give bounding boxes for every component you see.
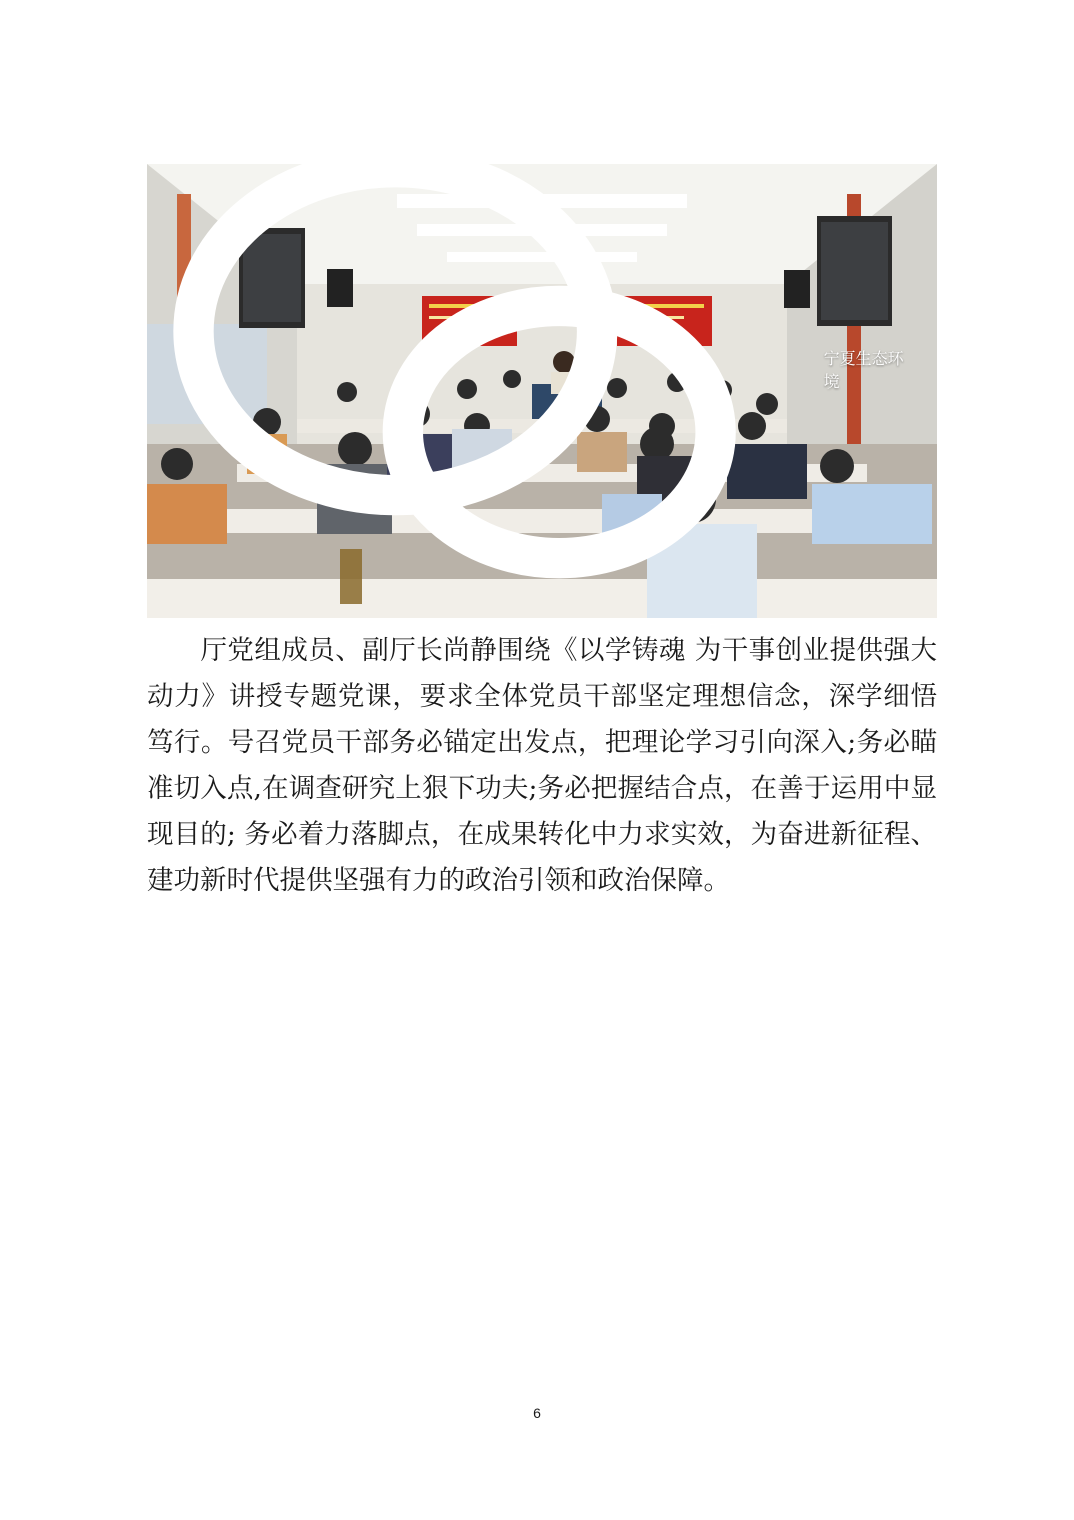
watermark: [147, 164, 911, 596]
paragraph-text: 厅党组成员、副厅长尚静围绕《以学铸魂 为干事创业提供强大动力》讲授专题党课，要求全体党员干部坚定理想信念，深学细悟笃行。号召党员干部务必锚定出发点，把理论学习引向深入;务必瞄准切入点,在调查研究上狠下功夫;务必把握结合点，在善于运用中显现目的; 务必着力落脚点，在成果转化中力求实效，为奋进新征程、建功新时代提供坚强有力的政治引领和政治保障。: [147, 635, 937, 896]
article-paragraph: [147, 628, 937, 904]
wechat-icon: [147, 164, 818, 596]
page-number: 6: [533, 1405, 541, 1421]
watermark-text: 宁夏生态环境: [823, 349, 904, 391]
meeting-photo: [147, 164, 937, 618]
